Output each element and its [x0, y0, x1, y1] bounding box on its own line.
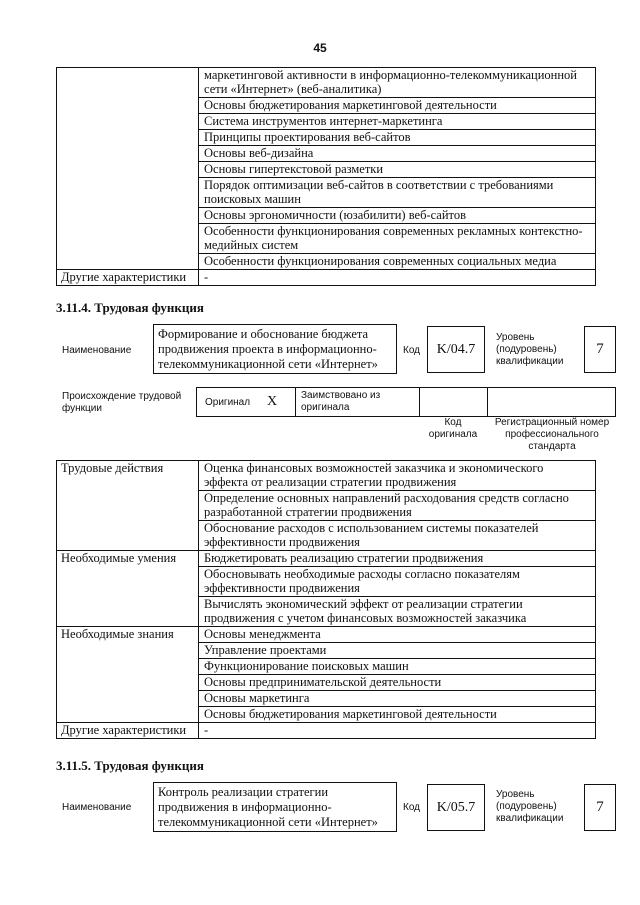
- code-original-caption: Код оригинала: [428, 417, 478, 440]
- code-label: Код: [403, 802, 421, 813]
- table-cell: Система инструментов интернет-маркетинга: [199, 114, 596, 130]
- table-cell: Основы бюджетирования маркетинговой деятельности: [199, 707, 596, 723]
- table-cell: Основы гипертекстовой разметки: [199, 162, 596, 178]
- name-label: Наименование: [62, 802, 132, 813]
- actions-label: Трудовые действия: [57, 461, 199, 551]
- code-box: K/05.7: [427, 784, 485, 831]
- page-number: 45: [313, 41, 327, 55]
- table-row: [57, 551, 596, 567]
- function-name-box: Формирование и обоснование бюджета продвижения проекта в информационно-телекоммуникационной сети «Интернет»: [153, 324, 397, 374]
- borrowed-label: Заимствовано из оригинала: [301, 390, 381, 413]
- section-title: 3.11.4. Трудовая функция: [56, 300, 204, 315]
- level-label: Уровень (подуровень) квалификации: [496, 332, 564, 367]
- table-cell: Особенности функционирования современных рекламных контекстно-медийных систем: [199, 224, 596, 254]
- table-cell: Принципы проектирования веб-сайтов: [199, 130, 596, 146]
- table-row: [57, 723, 596, 739]
- other-value: -: [199, 723, 596, 739]
- origin-label: Происхождение трудовой функции: [62, 391, 182, 414]
- table-cell: Основы предпринимательской деятельности: [199, 675, 596, 691]
- level-label: Уровень (подуровень) квалификации: [496, 789, 564, 824]
- level-box: 7: [584, 326, 616, 373]
- table-cell: Управление проектами: [199, 643, 596, 659]
- table-cell: маркетинговой активности в информационно-телекоммуникационной сети «Интернет» (веб-аналитика): [199, 68, 596, 98]
- table-cell: Основы эргономичности (юзабилити) веб-сайтов: [199, 208, 596, 224]
- label-cell: [57, 68, 199, 270]
- original-mark: X: [267, 394, 278, 409]
- knowledge-label: Необходимые знания: [57, 627, 199, 723]
- table-cell: Основы менеджмента: [199, 627, 596, 643]
- table-cell: Обоснование расходов с использованием системы показателей эффективности продвижения: [199, 521, 596, 551]
- other-value: -: [199, 270, 596, 286]
- divider: [487, 388, 488, 416]
- table-cell: Определение основных направлений расходования средств согласно разработанной стратегии продвижения: [199, 491, 596, 521]
- divider: [295, 388, 296, 416]
- function-name-box: Контроль реализации стратегии продвижения в информационно-телекоммуникационной сети «Интернет»: [153, 782, 397, 832]
- other-label: Другие характеристики: [57, 270, 199, 286]
- table-row: [57, 461, 596, 491]
- table-row: [57, 627, 596, 643]
- reg-number-caption: Регистрационный номер профессионального стандарта: [494, 417, 610, 452]
- original-label: Оригинал: [205, 397, 251, 408]
- table-cell: Порядок оптимизации веб-сайтов в соответствии с требованиями поисковых машин: [199, 178, 596, 208]
- table-row: [57, 68, 596, 98]
- top-table: [56, 67, 596, 286]
- table-cell: Оценка финансовых возможностей заказчика и экономического эффекта от реализации стратегии продвижения: [199, 461, 596, 491]
- code-box: K/04.7: [427, 326, 485, 373]
- function-table: [56, 460, 596, 739]
- code-label: Код: [403, 345, 421, 356]
- table-cell: Вычислять экономический эффект от реализации стратегии продвижения с учетом финансовых возможностей заказчика: [199, 597, 596, 627]
- section-title: 3.11.5. Трудовая функция: [56, 758, 204, 773]
- level-box: 7: [584, 784, 616, 831]
- divider: [419, 388, 420, 416]
- table-cell: Бюджетировать реализацию стратегии продвижения: [199, 551, 596, 567]
- table-cell: Основы бюджетирования маркетинговой деятельности: [199, 98, 596, 114]
- skills-label: Необходимые умения: [57, 551, 199, 627]
- table-cell: Особенности функционирования современных социальных медиа: [199, 254, 596, 270]
- origin-box: [196, 387, 616, 417]
- table-cell: Функционирование поисковых машин: [199, 659, 596, 675]
- table-cell: Обосновывать необходимые расходы согласно показателям эффективности продвижения: [199, 567, 596, 597]
- other-label: Другие характеристики: [57, 723, 199, 739]
- table-row: [57, 270, 596, 286]
- name-label: Наименование: [62, 345, 132, 356]
- table-cell: Основы веб-дизайна: [199, 146, 596, 162]
- table-cell: Основы маркетинга: [199, 691, 596, 707]
